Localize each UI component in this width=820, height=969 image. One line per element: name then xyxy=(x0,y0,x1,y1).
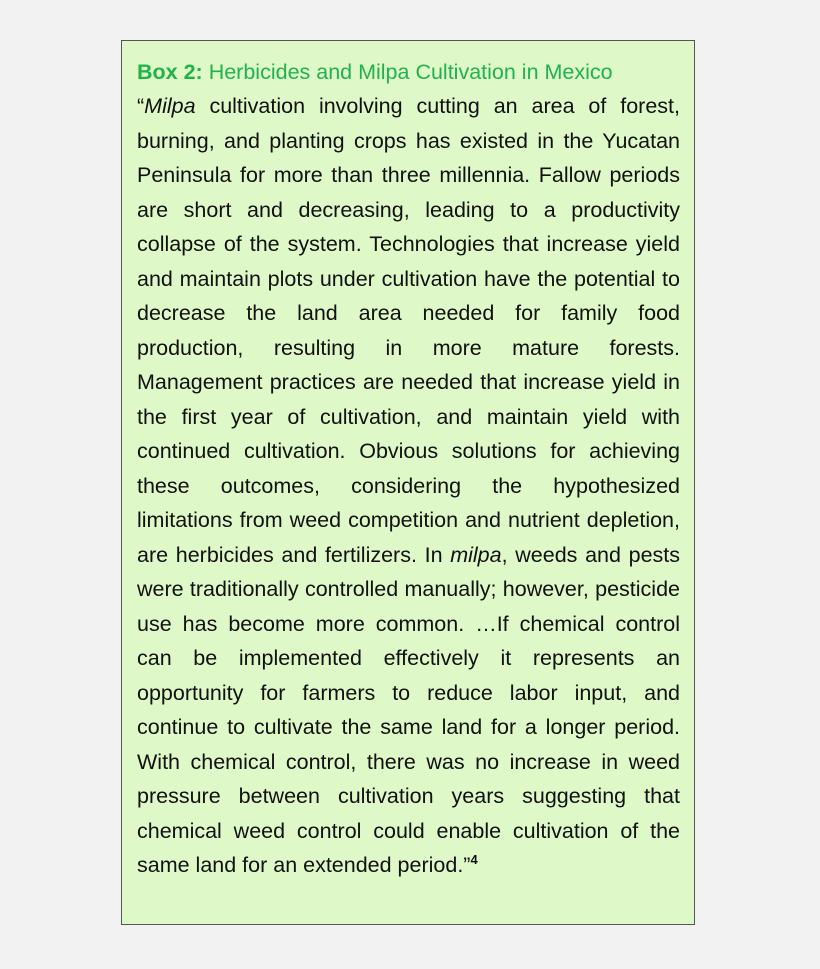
reference-superscript: 4 xyxy=(470,852,478,867)
text-box xyxy=(121,40,695,925)
milpa-term: Milpa xyxy=(144,94,196,118)
open-quote: “ xyxy=(137,94,145,118)
box-title xyxy=(137,55,680,89)
quote-text-part-2: , weeds and pests were traditionally controlled manually; however, pesticide use has become more common. …If chemical control can be implemented effectively it represents an opportunity for farmers to reduce labor input, and continue to cultivate the same land for a longer period. With chemical control, there was no increase in weed pressure between cultivation years suggesting that chemical weed control could enable cultivation of the same land for an extended period.” xyxy=(137,542,680,877)
box-title-text: Herbicides and Milpa Cultivation in Mexico xyxy=(208,60,613,84)
milpa-term-lowercase: milpa xyxy=(450,542,502,567)
quote-text-part-1: cultivation involving cutting an area of forest, burning, and planting crops has existed in the Yucatan Peninsula for more than three millennia. Fallow periods are short and decreasing, leading to a productivity collapse of the system. Technologies that increase yield and maintain plots under cultivation have the potential to decrease the land area needed for family food production, resulting in more mature forests. Management practices are needed that increase yield in the first year of cultivation, and maintain yield with continued cultivation. Obvious solutions for achieving these outcomes, considering the hypothesized limitations from weed competition and nutrient depletion, are herbicides and fertilizers. In xyxy=(137,94,680,567)
box-title-label: Box 2: xyxy=(137,60,203,84)
quote-paragraph xyxy=(137,89,680,883)
